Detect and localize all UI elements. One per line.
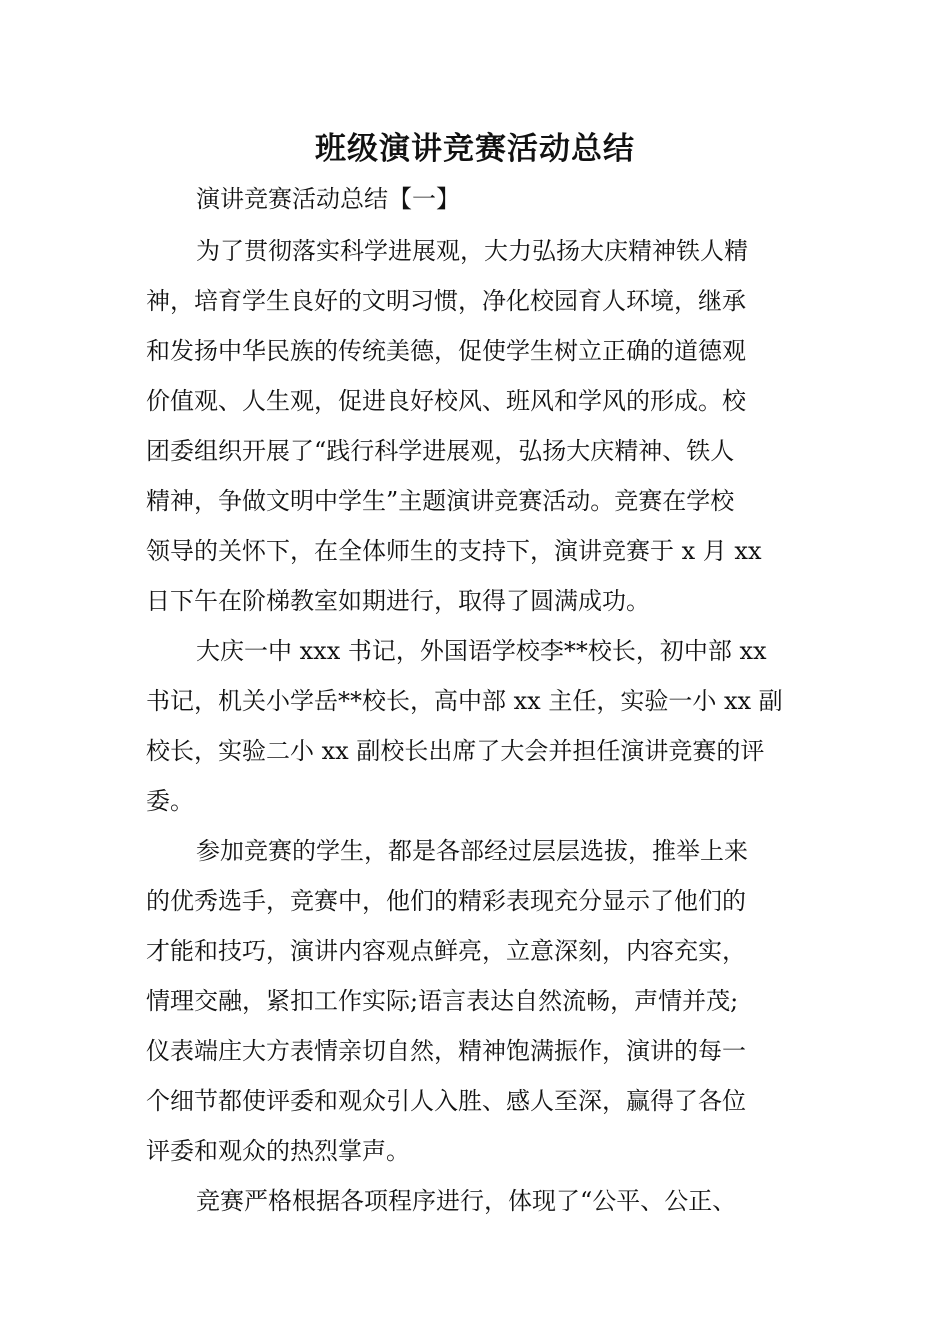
text-line: 参加竞赛的学生，都是各部经过层层选拔，推举上来 <box>196 837 748 865</box>
document-body <box>146 226 806 1226</box>
text-line: 仪表端庄大方表情亲切自然，精神饱满振作，演讲的每一 <box>146 1037 746 1065</box>
text-line: 评委和观众的热烈掌声。 <box>146 1137 410 1165</box>
text-line: 团委组织开展了“践行科学进展观，弘扬大庆精神、铁人 <box>146 437 735 465</box>
text-line: 价值观、人生观，促进良好校风、班风和学风的形成。校 <box>146 387 746 415</box>
text-line: 领导的关怀下，在全体师生的支持下，演讲竞赛于 x 月 xx <box>146 537 762 565</box>
text-line: 为了贯彻落实科学进展观，大力弘扬大庆精神铁人精 <box>196 237 748 265</box>
text-line: 情理交融，紧扣工作实际;语言表达自然流畅，声情并茂; <box>146 987 739 1015</box>
text-line: 大庆一中 xxx 书记，外国语学校李**校长，初中部 xx <box>196 637 767 665</box>
section-heading: 演讲竞赛活动总结【一】 <box>196 185 460 213</box>
document-title: 班级演讲竞赛活动总结 <box>315 131 635 167</box>
text-line: 校长，实验二小 xx 副校长出席了大会并担任演讲竞赛的评 <box>146 737 765 765</box>
paragraph <box>146 626 806 826</box>
paragraph <box>146 826 806 1176</box>
text-line: 神，培育学生良好的文明习惯，净化校园育人环境，继承 <box>146 287 746 315</box>
text-line: 精神，争做文明中学生”主题演讲竞赛活动。竞赛在学校 <box>146 487 735 515</box>
text-line: 竞赛严格根据各项程序进行，体现了“公平、公正、 <box>196 1187 737 1215</box>
text-line: 日下午在阶梯教室如期进行，取得了圆满成功。 <box>146 587 650 615</box>
text-line: 和发扬中华民族的传统美德，促使学生树立正确的道德观 <box>146 337 746 365</box>
text-line: 才能和技巧，演讲内容观点鲜亮，立意深刻，内容充实， <box>146 937 746 965</box>
paragraph <box>146 226 806 626</box>
paragraph <box>146 1176 806 1226</box>
text-line: 个细节都使评委和观众引人入胜、感人至深，赢得了各位 <box>146 1087 746 1115</box>
text-line: 书记，机关小学岳**校长，高中部 xx 主任，实验一小 xx 副 <box>146 687 783 715</box>
text-line: 委。 <box>146 787 194 815</box>
text-line: 的优秀选手，竞赛中，他们的精彩表现充分显示了他们的 <box>146 887 746 915</box>
